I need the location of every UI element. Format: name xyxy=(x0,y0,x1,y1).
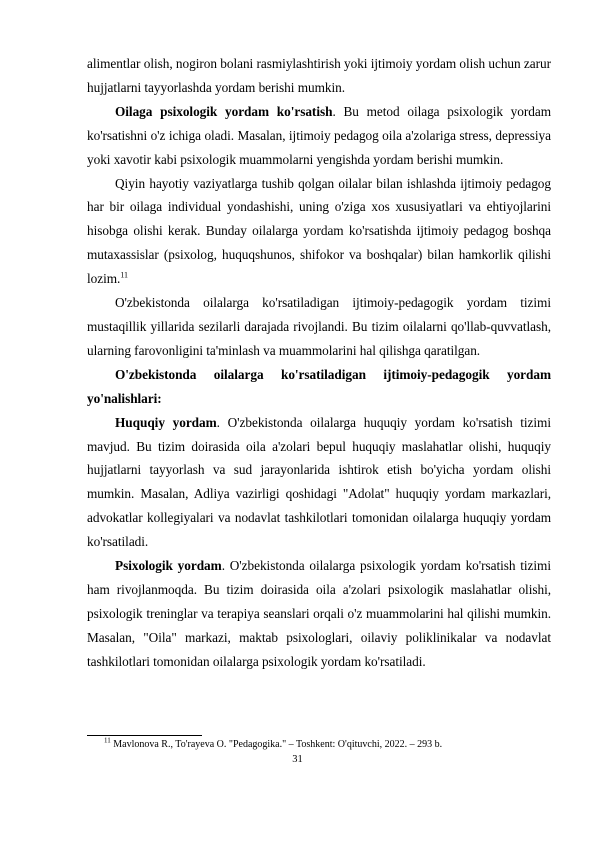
paragraph-psychological-help xyxy=(87,554,551,674)
paragraph-text: . O'zbekistonda oilalarga huquqiy yordam ko'rsatish tizimi mavjud. Bu tizim doirasida oila a'zolari bepul huquqiy maslahatlar olishi, huquqiy hujjatlarni tayyorlash va sud jarayonlarida ishtirok etish bo'yicha yordam olishi mumkin. Masalan, Adliya vazirligi qoshidagi "Adolat" huquqiy yordam markazlari, advokatlar kollegiyalari va nodavlat tashkilotlari tomonidan oilalarga huquqiy yordam ko'rsatiladi. xyxy=(87,414,551,550)
footnote-number: 11 xyxy=(104,736,111,745)
paragraph-text: Qiyin hayotiy vaziyatlarga tushib qolgan oilalar bilan ishlashda ijtimoiy pedagog har bir oilaga individual yondashishi, uning o'ziga xos xususiyatlari va ehtiyojlarini hisobga olishi kerak. Bunday oilalarga yordam ko'rsatishda ijtimoiy pedagog boshqa mutaxassislar (psixolog, huquqshunos, shifokor va boshqalar) bilan hamkorlik qilishi lozim. xyxy=(87,175,551,287)
paragraph-lead: Psixologik yordam xyxy=(115,558,222,574)
paragraph-uzbekistan-system xyxy=(87,291,551,363)
footnote xyxy=(104,738,544,752)
footnote-text: Mavlonova R., To'rayeva O. "Pedagogika." – Toshkent: O'qituvchi, 2022. – 293 b. xyxy=(110,739,443,750)
paragraph-difficult-situations xyxy=(87,172,551,292)
paragraph-text: O'zbekistonda oilalarga ko'rsatiladigan ijtimoiy-pedagogik yordam tizimi mustaqillik yillarida sezilarli darajada rivojlandi. Bu tizim oilalarni qo'llab-quvvatlash, ularning farovonligini ta'minlash va muammolarini hal qilishga qaratilgan. xyxy=(87,295,551,358)
paragraph-text: . Bu metod oilaga psixologik yordam ko'rsatishni o'z ichiga oladi. Masalan, ijtimoiy pedagog oila a'zolariga stress, depressiya yoki xavotir kabi psixologik muammolarni yengishda yordam berishi mumkin. xyxy=(87,103,551,167)
page-number: 31 xyxy=(292,754,303,765)
document-body xyxy=(87,52,551,674)
paragraph-continuation xyxy=(87,52,551,100)
footnote-reference[interactable]: 11 xyxy=(120,270,128,280)
paragraph-lead: Huquqiy yordam xyxy=(115,414,217,430)
paragraph-psychological-help-method xyxy=(87,100,551,172)
paragraph-legal-help xyxy=(87,411,551,554)
section-heading xyxy=(87,363,551,411)
paragraph-text: alimentlar olish, nogiron bolani rasmiylashtirish yoki ijtimoiy yordam olish uchun zarur hujjatlarni tayyorlashda yordam berishi mumkin. xyxy=(87,56,551,95)
heading-text: O'zbekistonda oilalarga ko'rsatiladigan ijtimoiy-pedagogik yordam yo'nalishlari: xyxy=(87,366,551,406)
paragraph-text: . O'zbekistonda oilalarga psixologik yordam ko'rsatish tizimi ham rivojlanmoqda. Bu tizim doirasida oila a'zolari psixologik maslahatlar olishi, psixologik treninglar va terapiya seanslari orqali o'z muammolarini hal qilishi mumkin. Masalan, "Oila" markazi, maktab psixologlari, oilaviy poliklinikalar va nodavlat tashkilotlari tomonidan oilalarga psixologik yordam ko'rsatiladi. xyxy=(87,558,551,669)
paragraph-lead: Oilaga psixologik yordam ko'rsatish xyxy=(115,103,333,119)
